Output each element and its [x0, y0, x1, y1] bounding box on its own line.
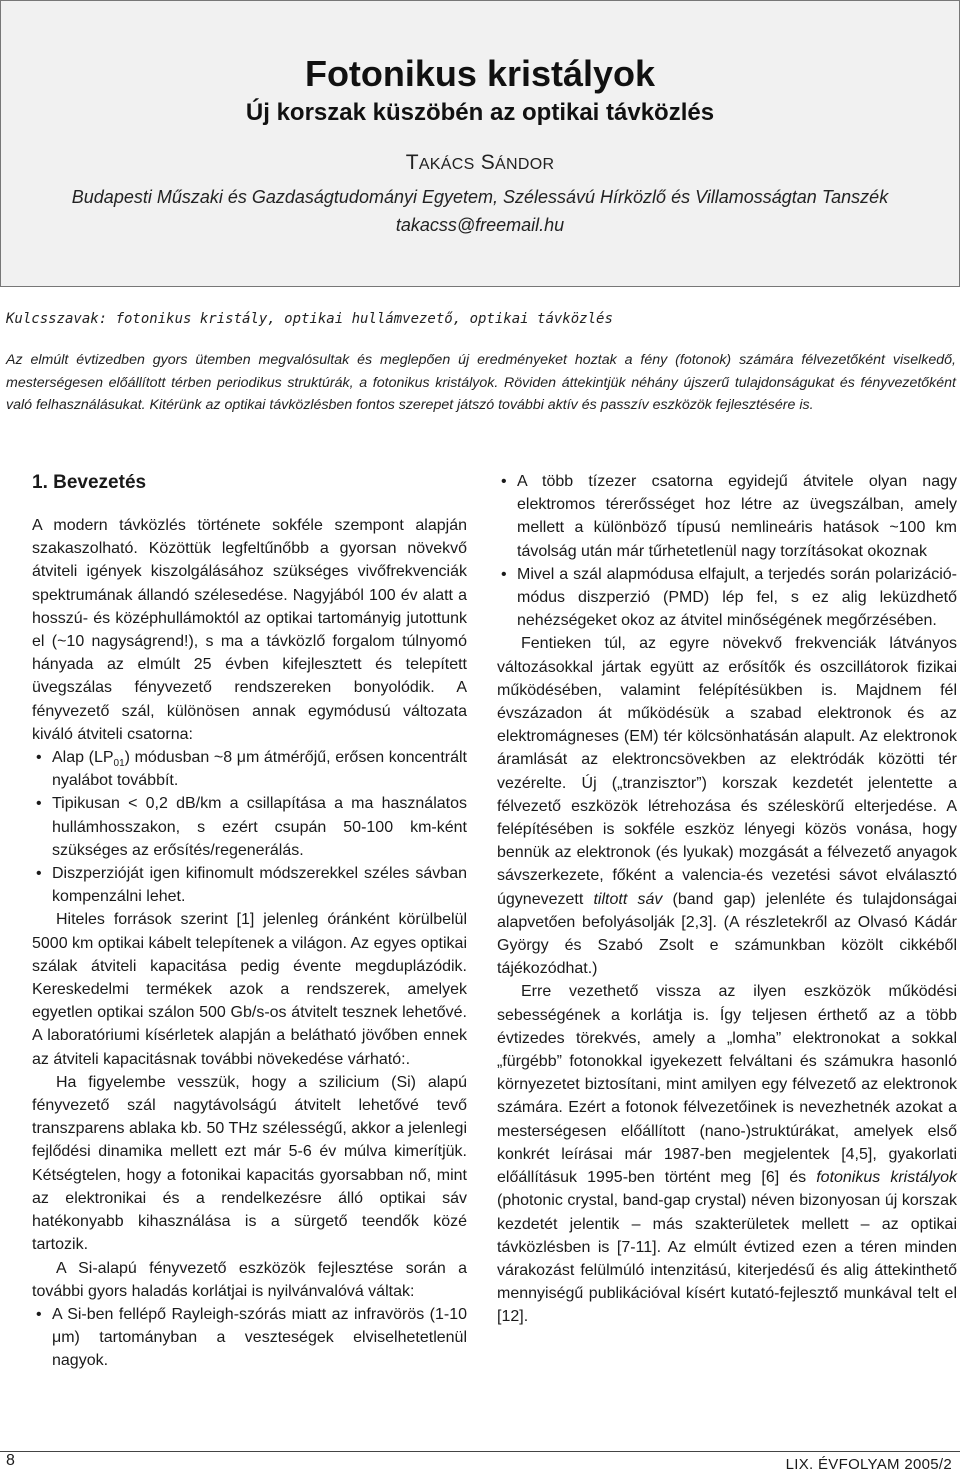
paragraph — [497, 632, 957, 980]
section-title: 1. Bevezetés — [32, 472, 147, 493]
bullet-icon: • — [36, 1305, 42, 1323]
emphasis: fotonikus kristályok — [816, 1169, 957, 1187]
list-item-text: A Si-ben fellépő Rayleigh-szórás miatt az infravörös (1-10 μm) tartományban a veszteségek elviselhetetlenül nagyok. — [52, 1305, 467, 1370]
paragraph: Hiteles források szerint [1] jelenleg óránként körülbelül 5000 km optikai kábelt telepítenek a világon. Az egyes optikai szálak átviteli kapacitása pedig évente megduplázódik. Kereskedelmi termékek azok a rendszerek, amelyek egyetlen optikai szálon 500 Gb/s-os átvitelt tesznek lehetővé. A laboratóriumi kísérletek alapján a belátható jövőben ennek az átviteli kapacitásnak további növekedése várható:. — [32, 911, 467, 1068]
paragraph: A Si-alapú fényvezető eszközök fejlesztése során a további gyors haladás korlátjai is nyilvánvalóvá váltak: — [32, 1259, 467, 1300]
author-name — [1, 151, 959, 175]
list-item-text: Diszperzióját igen kifinomult módszerekkel széles sávban kompenzálni lehet. — [52, 865, 467, 906]
author-affiliation: Budapesti Műszaki és Gazdaságtudományi Egyetem, Szélessávú Hírközlő és Villamosságtan Tanszék — [71, 187, 889, 207]
emphasis: tiltott sáv — [593, 890, 663, 908]
paper-subtitle: Új korszak küszöbén az optikai távközlés — [245, 99, 715, 126]
text-run: Fentieken túl, az egyre növekvő frekvenciák látványos változásokkal jártak együtt az erősítők és oszcillátorok fizikai működésében, valamint felépítésükben is. Majdnem fél évszázadon át működésük a szabad elektronok és az elektromágneses (EM) tér kölcsönhatásán alapult. Az elektronok áramlását az elektroncsövekben az elektródák közötti tér vezérelte. Új („tranzisztor”) korszak kezdetét jelentette a félvezető eszközök létrehozása és széleskörű elterjedése. A felépítésében is sokféle eszköz lényegi közös vonása, hogy bennük az elektronok (és lyukak) mozgását a félvezető anyagok sávszerkezete, főként a valencia-és vezetési sávot elválasztó úgynevezett — [497, 635, 957, 908]
paragraph — [497, 980, 957, 1328]
list-item — [32, 1303, 467, 1373]
right-column — [497, 470, 957, 1329]
journal-issue: LIX. ÉVFOLYAM 2005/2 — [785, 1456, 952, 1473]
list-item-text: Alap (LP — [52, 749, 114, 767]
author-email: takacss@freemail.hu — [395, 215, 565, 235]
text-run: Erre vezethető vissza az ilyen eszközök működési sebességének a korlátja is. Így teljesen érthető az a több évtizedes törekvés, amely a „lomha” elektronokat a sokkal „fürgébb” fotonokkal igyekezett felváltani és számukra hasonló környezetet biztosítani, mint amilyen egy félvezető az elektronok számára. Ezért a fotonok félvezetőinek is nevezhetnék azokat a mesterségesen előállított (nano-)struktúrákat, amelyek első konkrét leírásai már 1987-ben megjelentek [4,5], gyakorlati előállításuk 1995-ben történt meg [6] és — [497, 983, 957, 1187]
list-item-text: A több tízezer csatorna egyidejű átvitele olyan nagy elektromos térerősséget hoz létre az üvegszálban, amely mellett a különböző típusú nemlineáris hatások ~100 km távolság után már tűrhetetlenül nagy torzításokat okoznak — [517, 473, 957, 560]
left-column — [32, 470, 467, 1373]
bullet-list — [497, 470, 957, 632]
list-item — [497, 470, 957, 563]
list-item-text: ) módusban ~8 μm átmérőjű, erősen koncentrált nyalábot továbbít. — [52, 749, 467, 790]
page-number: 8 — [6, 1452, 15, 1469]
list-item-text: Tipikusan < 0,2 dB/km a csillapítása a ma használatos hullámhosszakon, s ezért csupán 50-100 km-ként szükséges az erősítés/regenerálás. — [52, 795, 467, 859]
author-first-initial: T — [405, 151, 419, 174]
subscript: 01 — [113, 758, 125, 770]
paper-title: Fotonikus kristályok — [304, 53, 656, 94]
author-last-initial: S — [480, 151, 496, 174]
bullet-icon: • — [501, 473, 507, 490]
bullet-icon: • — [501, 565, 507, 583]
list-item — [32, 746, 467, 792]
bullet-icon: • — [36, 865, 42, 883]
bullet-list — [32, 1303, 467, 1373]
bullet-list — [32, 746, 467, 908]
list-item — [32, 792, 467, 862]
abstract: Az elmúlt évtizedben gyors ütemben megvalósultak és meglepően új eredményeket hoztak a fény (fotonok) számára félvezetőként viselkedő, mesterségesen előállított térben periodikus struktúrák, a fotonikus kristályok. Röviden áttekintjük néhány újszerű tulajdonságukat és fényvezetőként való felhasználásukat. Kitérünk az optikai távközlésben fontos szerepet játszó további aktív és passzív eszközök fejlesztésére is. — [6, 352, 956, 413]
bullet-icon: • — [36, 749, 42, 767]
keywords: Kulcsszavak: fotonikus kristály, optikai hullámvezető, optikai távközlés — [6, 311, 613, 327]
list-item-text: Mivel a szál alapmódusa elfajult, a terjedés során polarizáció-módus diszperzió (PMD) lép fel, s ez alig leküzdhető nehézségeket okoz az átvitel minőségének megőrzésében. — [517, 565, 957, 630]
text-run: (photonic crystal, band-gap crystal) néven bizonyosan új korszak kezdetét jelentik – más szakterületek mellett – az optikai távközlésben is [7-11]. Az elmúlt évtized ezen a téren minden várakozást felülmúló intenzitású, kiterjedésű és alig áttekinthető mennyiségű publikációval kísért kutató-fejlesztő munkával telt el [12]. — [497, 1192, 957, 1326]
bullet-icon: • — [36, 795, 42, 813]
paragraph: A modern távközlés története sokféle szempont alapján szakaszolható. Közöttük legfeltűnőbb a gyorsan növekvő átviteli igények kiszolgálásához szükséges vivőfrekvenciák spektrumának állandó szélesedése. Nagyjából 100 év alatt a hosszú- és középhullámoktól az optikai tartományig jutottunk el (~10 nagyságrend!), s ma a távközlő forgalom túlnyomó hányada az elmúlt 25 évben kifejlesztett és telepített üvegszálas fényvezető rendszereken bonyolódik. A fényvezető szál, különösen annak egymódusú változata kiváló átviteli csatorna: — [32, 517, 467, 743]
author-last-rest: ÁNDOR — [495, 156, 555, 173]
list-item — [32, 862, 467, 908]
paragraph: Ha figyelembe vesszük, hogy a szilicium (Si) alapú fényvezető szál nagytávolságú átvitelt lehetővé tevő transzparens ablaka kb. 50 THz szélességű, akkor a jelenlegi fejlődési dinamika mellett ezt már 5-6 év múlva kimerítjük. Kétségtelen, hogy a fotonikai kapacitás gyorsabban nő, mint az elektronikai és a rendelkezésre álló optikai sáv hatékonyabb kihasználása is a sürgető teendők közé tartozik. — [32, 1073, 467, 1254]
list-item — [497, 563, 957, 633]
author-first-rest: AKÁCS — [418, 156, 475, 173]
text-run: (band gap) jelenléte és tulajdonságai alapvetően befolyásolják [2,3]. (A részletekről az Olvasó Kádár György és Szabó Zsolt e számunkban közölt cikkéből tájékozódhat.) — [497, 890, 957, 978]
title-box — [0, 0, 960, 287]
